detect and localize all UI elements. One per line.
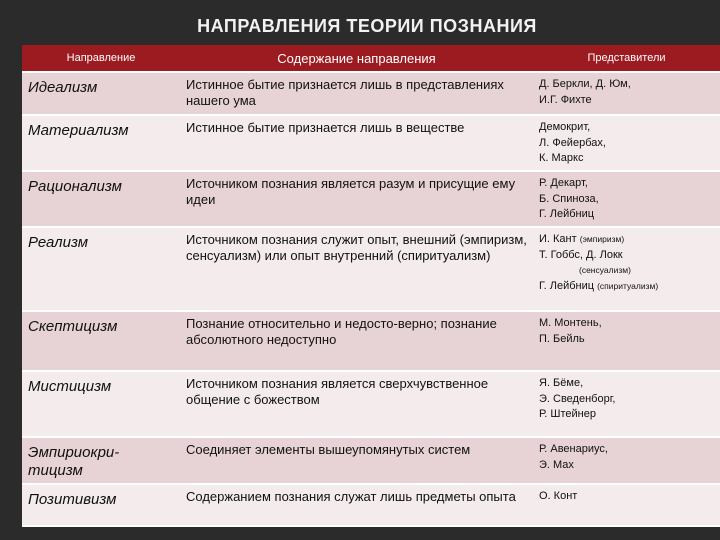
table-row-idealism [22, 72, 720, 115]
page-title: НАПРАВЛЕНИЯ ТЕОРИИ ПОЗНАНИЯ [197, 16, 537, 36]
rep-name: Г. Лейбниц [539, 279, 595, 292]
rep-note: (сенсуализм) [579, 265, 631, 275]
header-content: Содержание направления [180, 45, 533, 72]
table-row-skepticism [22, 311, 720, 371]
rep-line: Б. Спиноза, [539, 192, 599, 205]
row-representatives [533, 311, 720, 371]
rep-line [539, 232, 714, 248]
row-content: Источником познания служит опыт, внешний (эмпиризм, сенсуализм) или опыт внутренний (спиритуализм) [180, 227, 533, 311]
row-representatives [533, 171, 720, 227]
table-row-empiriocriticism [22, 437, 720, 484]
rep-line: Э. Сведенборг, [539, 392, 616, 405]
row-content: Источником познания является разум и присущие ему идеи [180, 171, 533, 227]
table-header-row [22, 45, 720, 72]
rep-line: П. Бейль [539, 332, 585, 345]
row-content: Соединяет элементы вышеупомянутых систем [180, 437, 533, 484]
header-representatives: Представители [533, 45, 720, 72]
row-name: Идеализм [22, 72, 180, 115]
rep-line: К. Маркс [539, 152, 584, 164]
row-name: Позитивизм [22, 484, 180, 526]
rep-line [539, 279, 714, 295]
rep-line: Т. Гоббс, Д. Локк [539, 248, 623, 261]
row-representatives [533, 437, 720, 484]
table-row-mysticism [22, 371, 720, 437]
row-content: Содержанием познания служат лишь предметы опыта [180, 484, 533, 526]
rep-line: М. Монтень, [539, 317, 602, 329]
table-row-rationalism [22, 171, 720, 227]
table-row-materialism [22, 115, 720, 171]
rep-line: Я. Бёме, [539, 377, 584, 389]
row-content: Источником познания является сверхчувственное общение с божеством [180, 371, 533, 437]
rep-line: Э. Мах [539, 458, 574, 471]
row-representatives [533, 72, 720, 115]
rep-line: Г. Лейбниц [539, 208, 595, 220]
row-name-line: Эмпириокри- [28, 444, 120, 461]
row-name [22, 437, 180, 484]
row-content: Истинное бытие признается лишь в веществе [180, 115, 533, 171]
row-name: Материализм [22, 115, 180, 171]
row-name: Рационализм [22, 171, 180, 227]
rep-line: Демокрит, [539, 121, 591, 133]
row-name: Скептицизм [22, 311, 180, 371]
rep-name: И. Кант [539, 233, 577, 245]
rep-line: Р. Декарт, [539, 177, 588, 189]
row-representatives [533, 115, 720, 171]
row-representatives [533, 371, 720, 437]
row-name: Реализм [22, 227, 180, 311]
rep-line: И.Г. Фихте [539, 93, 592, 106]
rep-note: (эмпиризм) [579, 234, 625, 244]
table-row-realism [22, 227, 720, 311]
rep-line: О. Конт [539, 490, 578, 502]
rep-note: (спиритуализм) [597, 280, 659, 291]
rep-line [539, 263, 714, 279]
row-content: Истинное бытие признается лишь в представлениях нашего ума [180, 72, 533, 115]
rep-line: Р. Штейнер [539, 408, 596, 420]
row-content: Познание относительно и недосто-верно; познание абсолютного недоступно [180, 311, 533, 371]
rep-line: Д. Беркли, Д. Юм, [539, 78, 631, 90]
header-direction: Направление [22, 45, 180, 72]
rep-line: Р. Авенариус, [539, 443, 608, 455]
row-name: Мистицизм [22, 371, 180, 437]
row-representatives [533, 484, 720, 526]
theories-table [22, 45, 720, 527]
rep-line: Л. Фейербах, [539, 136, 606, 149]
row-representatives [533, 227, 720, 311]
row-name-line: тицизм [28, 462, 83, 479]
table-row-positivism [22, 484, 720, 526]
